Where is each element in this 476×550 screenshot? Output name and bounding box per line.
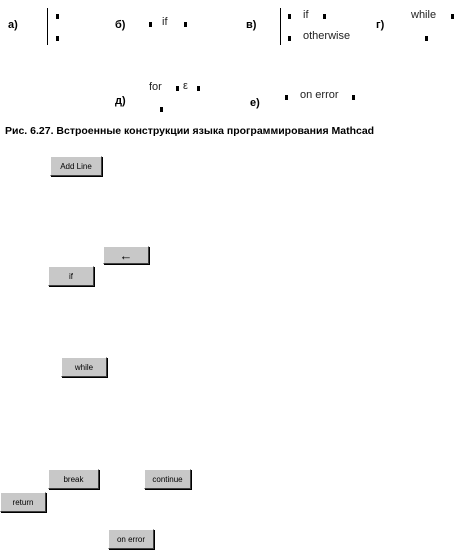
placeholder bbox=[285, 95, 288, 100]
while-button[interactable]: while bbox=[61, 357, 107, 377]
keyword-for: for bbox=[149, 81, 162, 93]
add-line-button[interactable]: Add Line bbox=[50, 156, 102, 176]
keyword-if: if bbox=[162, 16, 168, 28]
placeholder bbox=[323, 14, 326, 19]
label-e: е) bbox=[250, 97, 260, 109]
placeholder bbox=[56, 14, 59, 19]
keyword-otherwise: otherwise bbox=[303, 30, 351, 42]
continue-button[interactable]: continue bbox=[144, 469, 191, 489]
figure-caption: Рис. 6.27. Встроенные конструкции языка программирования Mathcad bbox=[5, 125, 375, 137]
placeholder bbox=[425, 36, 428, 41]
label-d: д) bbox=[115, 95, 126, 107]
placeholder bbox=[288, 14, 291, 19]
keyword-if: if bbox=[303, 9, 309, 21]
placeholder bbox=[184, 22, 187, 27]
placeholder bbox=[352, 95, 355, 100]
placeholder bbox=[288, 36, 291, 41]
label-b: б) bbox=[115, 19, 126, 31]
condition-bracket bbox=[280, 8, 281, 45]
placeholder bbox=[160, 107, 163, 112]
placeholder bbox=[56, 36, 59, 41]
label-g: г) bbox=[376, 19, 385, 31]
element-of-symbol: ε bbox=[183, 80, 188, 92]
break-button[interactable]: break bbox=[48, 469, 99, 489]
if-button[interactable]: if bbox=[48, 266, 94, 286]
label-v: в) bbox=[246, 19, 257, 31]
keyword-on-error: on error bbox=[300, 89, 339, 101]
on-error-button[interactable]: on error bbox=[108, 529, 154, 549]
return-button[interactable]: return bbox=[0, 492, 46, 512]
add-line-bracket bbox=[47, 8, 48, 45]
local-assignment-button[interactable]: ← bbox=[103, 246, 149, 264]
label-a: а) bbox=[8, 19, 18, 31]
placeholder bbox=[176, 86, 179, 91]
placeholder bbox=[451, 14, 454, 19]
keyword-while: while bbox=[411, 9, 437, 21]
placeholder bbox=[149, 22, 152, 27]
placeholder bbox=[197, 86, 200, 91]
